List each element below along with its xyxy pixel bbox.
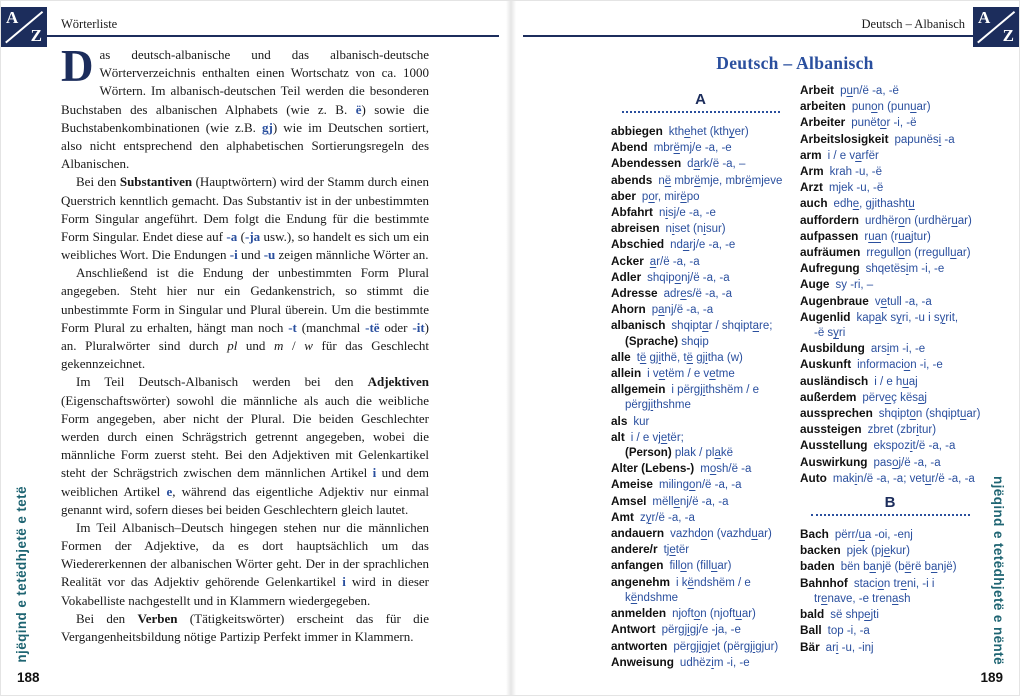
dictionary-entry [800,164,981,180]
headword: Ameise [611,477,653,492]
headword: Bach [800,527,829,542]
dictionary-entry [611,254,791,270]
translation: i / e varfër [827,149,879,162]
dictionary-entry [611,350,791,366]
headword: Arzt [800,180,823,195]
translation: edhe, gjithashtu [833,198,915,211]
translation: mosh/ë -a [700,463,752,476]
dictionary-entry [800,576,981,607]
intro-paragraph: Im Teil Albanisch–Deutsch hingegen stehen nur die männlichen Formen der Adjektive, da es dort hauptsächlich um das Wiedererkennen der albanischen Wörter geht. Der in der sprachlichen Realität vor das Adjektiv gehörende Gelenkartikel i wird in dieser Vokabelliste nachgestellt und in Klammern wiedergegeben. [61,519,430,608]
dictionary-entry [800,341,981,357]
dotted-rule [622,111,780,113]
headword: Anweisung [611,654,674,669]
translation: përveç kësaj [862,391,927,404]
headword: aufpassen [800,228,859,243]
translation: i / e huaj [874,375,918,388]
translation: pjek (pjekur) [846,545,910,558]
translation: urdhëron (urdhëruar) [865,214,972,227]
headword: aufräumen [800,245,861,260]
header-rule-right [523,35,975,37]
logo-letter-z: Z [30,26,42,45]
headword: antworten [611,638,668,653]
intro-paragraph: Anschließend ist die Endung der unbestimmten Form Plural angegeben. Steht hier nur ein Gedankenstrich, so stimmt die unbestimmte Form in Singular und Plural überein. Um die bestimmte Form Plural zu erhalten, hängt man noch -t (manchmal -të oder -it) an. Pluralwörter sind durch pl und m / w für das Geschlecht gekennzeichnet. [61,265,430,372]
logo-letter-z: Z [1002,26,1014,45]
dictionary-entry [800,559,981,575]
dictionary-entry [611,140,791,156]
translation: njofton (njoftuar) [672,608,756,621]
headword: Augenbraue [800,293,869,308]
headword: Bär [800,639,820,654]
translation: udhëzim -i, -e [679,656,750,669]
headword: Auswirkung [800,454,868,469]
dictionary-entry [800,115,981,131]
headword: auffordern [800,212,859,227]
headword: arm [800,147,822,162]
headword: Augenlid [800,309,851,324]
translation: dark/ë -a, – [687,158,746,171]
headword: ausländisch [800,373,869,388]
headword: Abschied [611,237,665,252]
az-logo-right [973,7,1019,47]
translation: niset (nisur) [665,223,726,236]
translation: krah -u, -ë [829,166,883,179]
translation: mjek -u, -ë [828,182,884,195]
dictionary-entry [611,461,791,477]
dictionary-entry [611,622,791,638]
headword: anmelden [611,606,667,621]
dictionary-entry [800,640,981,656]
translation: ar/ë -a, -a [649,255,700,268]
dictionary-entry [611,526,791,542]
az-logo-left [1,7,47,47]
headword: Arbeit [800,83,835,97]
translation: top -i, -a [827,625,870,638]
headword: auch [800,196,828,211]
running-head-left: Wörterliste [61,17,118,31]
dictionary-entry [611,477,791,493]
dictionary-entry [800,180,981,196]
headword: angenehm [611,574,670,589]
headword: Ausstellung [800,438,868,453]
dictionary-entry [800,357,981,373]
dictionary-entry [800,471,981,487]
translation: shqiptar / shqiptare; (Sprache) shqip [625,320,773,348]
translation: ndarj/e -a, -e [670,239,736,252]
dictionary-entry [611,430,791,461]
running-head-right: Deutsch – Albanisch [861,17,965,31]
intro-paragraph: Im Teil Deutsch-Albanisch werden bei den Adjektiven (Eigenschaftswörter) sowohl die männliche als auch die weibliche Form angegeben, aber nicht der Plural. Die beiden Geschlechter werden durch einen Schrägstrich getrennt angegeben, wobei die männliche Form zuerst steht. Bei den Adjektiven mit Gelenkartikel steht der Schrägstrich zwischen dem männlichen Artikel i und dem weiblichen Artikel e, während das eigentliche Adjektiv nur einmal genannt wird, sofern dieses bei beiden Geschlechtern gleich lautet. [61,374,429,517]
dictionary-columns [611,83,981,671]
translation: i / e vjetër; (Person) plak / plakë [625,431,734,460]
headword: Adler [611,269,642,284]
headword: andere/r [611,542,658,557]
dictionary-entry [800,310,981,341]
dictionary-entry [800,277,981,293]
translation: mbrëmj/e -a, -e [653,142,732,155]
headword: allgemein [611,382,666,397]
translation: ruan (ruajtur) [864,230,931,243]
header-rule-left [47,35,499,37]
translation: kthehet (kthyer) [668,126,749,138]
intro-paragraph: Das deutsch-albanische und das albanisch-deutsche Wörterverzeichnis enthalten einen Wortschatz von ca. 1000 Wörtern. Im albanisch-deutschen Teil werden die besonderen Buchstaben des albanischen Alphabets (wie z. B. ë) sowie die Buchstabenkombinationen (wie z.B. gj) wie im Deutschen sortiert, also nicht entsprechend den alphabetischen Sortierungsregeln des Albanischen. [61,41,429,172]
page-spine [506,1,516,695]
dictionary-entry [611,542,791,558]
headword: Auto [800,470,827,485]
dictionary-entry [800,132,981,148]
headword: Arm [800,164,824,179]
translation: fillon (filluar) [669,560,732,573]
headword: andauern [611,526,665,541]
headword: Auge [800,277,830,292]
translation: shqetësim -i, -e [865,263,945,276]
translation: përgjigjet (përgjigjur) [673,640,779,653]
headword: Bahnhof [800,575,848,590]
translation: papunësi -a [894,133,955,146]
translation: pun/ë -a, -ë [840,85,899,97]
translation: ari -u, -inj [825,641,874,654]
translation: nisj/e -a, -e [658,207,716,220]
translation: tjetër [663,544,690,557]
headword: Arbeitslosigkeit [800,131,889,146]
intro-paragraph: Bei den Substantiven (Hauptwörtern) wird der Stamm durch einen Querstrich kenntlich gemacht. Das Substantiv ist in der unbestimmten Form Singular angeführt. Dem folgt die Endung für die bestimmte Form Singular. Endet diese auf -a (-ja usw.), so handelt es sich um ein weibliches Wort. Die Endungen -i und -u zeigen männliche Wörter an. [61,174,429,263]
translation: stacion treni, -i i trenave, -e trenash [814,577,935,605]
margin-text-right: njëqind e tetëdhjetë e nëntë [991,476,1006,665]
headword: aussprechen [800,406,873,421]
dictionary-entry [611,124,791,140]
headword: bald [800,607,825,622]
translation: panj/ë -a, -a [651,304,714,317]
dictionary-entry [611,414,791,430]
translation: përgjigj/e -ja, -e [661,624,741,637]
dictionary-entry [611,494,791,510]
dictionary-entry [800,213,981,229]
dictionary-entry [800,543,981,559]
letter-heading: A [695,91,707,108]
translation: pasoj/ë -a, -a [873,456,941,469]
logo-letter-a: A [6,8,19,27]
dotted-rule [811,514,970,516]
margin-text-left: njëqind e tetëdhjetë e tetë [14,486,29,663]
dictionary-entry [800,229,981,245]
dictionary-entry [800,148,981,164]
intro-paragraph: Bei den Verben (Tätigkeitswörter) erscheint das für die Vergangenheitsbildung nötige Partizip Perfekt immer in Klammern. [61,610,429,644]
translation: zyr/ë -a, -a [639,511,695,524]
translation: vazhdon (vazhduar) [670,528,772,541]
dictionary-entry [800,527,981,543]
dictionary-entry [611,655,791,671]
translation: sy -ri, – [835,279,874,292]
translation: zbret (zbritur) [867,424,937,437]
translation: por, mirëpo [641,190,700,203]
dictionary-entry [800,374,981,390]
translation: shqiponj/ë -a, -a [647,271,730,284]
headword: baden [800,559,835,574]
translation: informacion -i, -e [857,359,943,372]
dictionary-entry [611,189,791,205]
headword: Adresse [611,286,658,301]
dictionary-entry [800,196,981,212]
headword: Abfahrt [611,205,653,220]
translation: i këndshëm / e këndshme [625,576,751,604]
headword: abbiegen [611,124,663,138]
dictionary-entry [611,221,791,237]
translation: adres/ë -a, -a [663,288,732,301]
dictionary-entry [800,294,981,310]
translation: vetull -a, -a [874,295,932,308]
dictionary-entry [611,173,791,189]
headword: als [611,413,628,428]
headword: abends [611,172,653,187]
headword: Auskunft [800,357,852,372]
dictionary-entry [611,558,791,574]
intro-text [61,41,430,646]
headword: anfangen [611,558,664,573]
headword: Abendessen [611,156,682,171]
translation: i përgjithshëm / e përgjithshme [625,384,760,412]
translation: punon (punuar) [851,101,931,114]
dictionary-entry [611,606,791,622]
translation: punëtor -i, -ë [851,117,917,130]
headword: Arbeiter [800,115,846,130]
headword: allein [611,366,642,381]
dict-column-1 [611,83,791,671]
dictionary-entry [611,302,791,318]
dictionary-entry [800,607,981,623]
headword: Ausbildung [800,341,865,356]
translation: të gjithë, të gjitha (w) [636,351,743,364]
dictionary-entry [800,455,981,471]
dictionary-entry [800,261,981,277]
translation: rregullon (rregulluar) [866,247,971,260]
headword: alle [611,349,631,364]
dictionary-entry [800,438,981,454]
headword: alt [611,429,625,444]
translation: përr/ua -oi, -enj [834,529,913,542]
dictionary-entry [611,156,791,172]
headword: außerdem [800,389,857,404]
dictionary-entry [611,575,791,606]
headword: Aufregung [800,261,860,276]
headword: abreisen [611,221,660,236]
dictionary-entry [800,99,981,115]
page-number-right: 189 [980,670,1003,685]
logo-letter-a: A [978,8,991,27]
translation: ekspozit/ë -a, -a [873,440,956,453]
translation: në mbrëmje, mbrëmjeve [658,174,783,187]
page-number-left: 188 [17,670,40,685]
headword: Amsel [611,493,647,508]
translation: mëllenj/ë -a, -a [652,495,729,508]
translation: i vetëm / e vetme [647,368,735,381]
headword: backen [800,543,841,558]
dictionary-entry [800,83,981,99]
headword: arbeiten [800,99,846,114]
dictionary-entry [800,245,981,261]
dictionary-entry [611,382,791,413]
headword: Abend [611,140,648,155]
translation: kur [633,415,650,428]
dictionary-entry [800,406,981,422]
headword: albanisch [611,318,666,333]
dictionary-entry [800,422,981,438]
headword: Alter (Lebens-) [611,461,695,476]
translation: së shpejti [830,609,879,622]
translation: arsim -i, -e [870,343,926,356]
dropcap: D [61,41,94,91]
headword: Amt [611,509,634,524]
dictionary-entry [611,237,791,253]
headword: aussteigen [800,422,862,437]
dictionary-entry [611,318,791,349]
translation: milingon/ë -a, -a [658,479,742,492]
dictionary-entry [611,205,791,221]
dictionary-entry [611,286,791,302]
dict-column-2 [800,83,981,671]
dictionary-title: Deutsch – Albanisch [716,53,874,73]
letter-heading: B [884,494,897,512]
translation: kapak syri, -u i syrit, -ë syri [814,311,959,340]
dictionary-entry [611,366,791,382]
headword: Antwort [611,622,656,637]
headword: Acker [611,253,644,268]
translation: bën banjë (bërë banjë) [840,561,957,574]
dictionary-entry [800,623,981,639]
dictionary-entry [800,390,981,406]
headword: Ahorn [611,302,646,317]
dictionary-entry [611,510,791,526]
dictionary-entry [611,639,791,655]
headword: Ball [800,623,822,638]
translation: makin/ë -a, -a; vetur/ë -a, -a [832,472,975,485]
dictionary-entry [611,270,791,286]
translation: shqipton (shqiptuar) [878,408,981,421]
headword: aber [611,188,636,203]
